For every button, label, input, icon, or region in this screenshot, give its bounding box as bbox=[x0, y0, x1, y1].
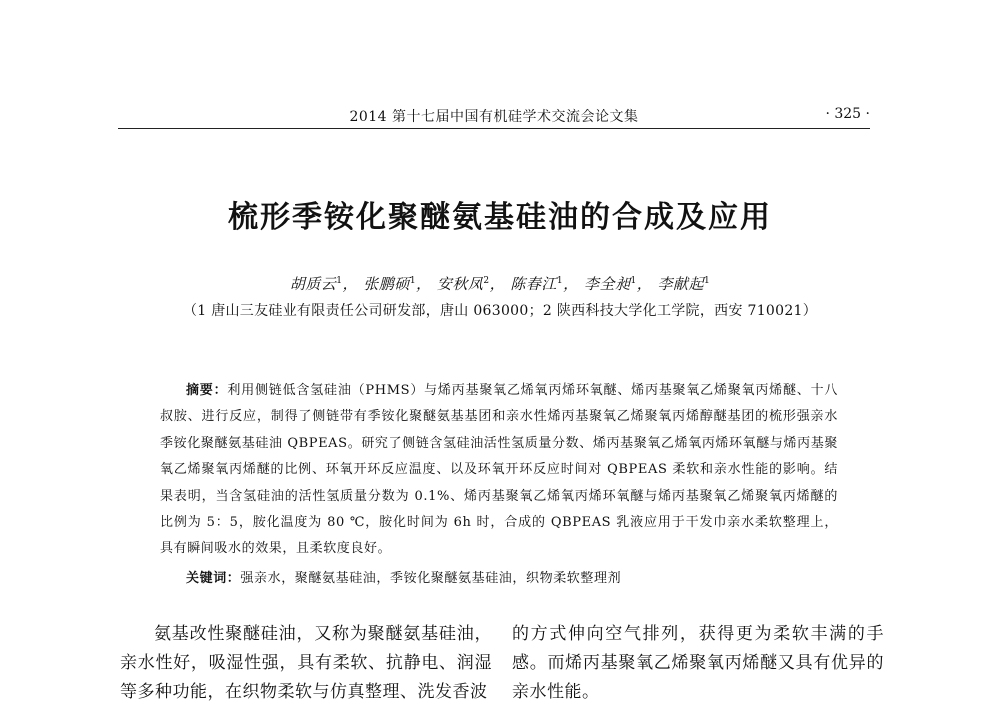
author-name: 李献起 bbox=[657, 275, 704, 293]
author-affil-mark: 1 bbox=[630, 276, 637, 286]
author-separator: ， bbox=[563, 275, 579, 293]
author-list bbox=[0, 273, 1000, 294]
keywords-text: 强亲水，聚醚氨基硅油，季铵化聚醚氨基硅油，织物柔软整理剂 bbox=[240, 571, 622, 586]
author-affil-mark: 1 bbox=[336, 276, 343, 286]
author-name: 张鹏硕 bbox=[363, 275, 410, 293]
author-affil-mark: 1 bbox=[409, 276, 417, 286]
journal-title: 2014 第十七届中国有机硅学术交流会论文集 bbox=[349, 109, 639, 125]
abstract-label: 摘要： bbox=[186, 383, 228, 398]
author-affil-mark: 1 bbox=[556, 276, 564, 286]
page-number: · 325 · bbox=[825, 106, 870, 122]
author-name: 安秋凤 bbox=[436, 275, 484, 293]
keywords bbox=[186, 567, 846, 586]
author-separator: ， bbox=[636, 275, 653, 293]
affiliations: （1 唐山三友硅业有限责任公司研发部，唐山 063000；2 陕西科技大学化工学院，西安 710021） bbox=[182, 303, 818, 319]
running-header bbox=[118, 106, 870, 129]
author-name: 胡质云 bbox=[289, 275, 337, 293]
body-column-left: 氨基改性聚醚硅油，又称为聚醚氨基硅油，亲水性好，吸湿性强，具有柔软、抗静电、润湿等多种功能，在织物柔软与仿真整理、洗发香波 bbox=[120, 624, 492, 702]
paper-title: 梳形季铵化聚醚氨基硅油的合成及应用 bbox=[228, 200, 772, 235]
author-affil-mark: 1 bbox=[704, 276, 711, 286]
author-separator: ， bbox=[416, 275, 432, 293]
body-column-right: 的方式伸向空气排列，获得更为柔软丰满的手感。而烯丙基聚氧乙烯聚氧丙烯醚又具有优异的亲水性能。 bbox=[512, 624, 884, 702]
abstract-text: 利用侧链低含氢硅油（PHMS）与烯丙基聚氧乙烯氧丙烯环氧醚、烯丙基聚氧乙烯聚氧丙烯醚、十八叔胺、进行反应，制得了侧链带有季铵化聚醚氨基基团和亲水性烯丙基聚氧乙烯聚氧丙烯醇醚基团的梳形强亲水季铵化聚醚氨基硅油 QBPEAS。研究了侧链含氢硅油活性氢质量分数、烯丙基聚氧乙烯氧丙烯环氧醚与烯丙基聚氧乙烯聚氧丙烯醚的比例、环氧开环反应温度、以及环氧开环反应时间对 QBPEAS 柔软和亲水性能的影响。结果表明，当含氢硅油的活性氢质量分数为 0.1%、烯丙基聚氧乙烯氧丙烯环氧醚与烯丙基聚氧乙烯聚氧丙烯醚的比例为 5：5，胺化温度为 80 ℃，胺化时间为 6h 时，合成的 QBPEAS 乳液应用于干发巾亲水柔软整理上，具有瞬间吸水的效果，且柔软度良好。 bbox=[160, 383, 838, 557]
author-affil-mark: 2 bbox=[483, 276, 490, 286]
author-separator: ， bbox=[489, 275, 506, 293]
keywords-label: 关键词： bbox=[186, 571, 241, 586]
author-name: 李全昶 bbox=[583, 275, 631, 293]
author-name: 陈春江 bbox=[510, 275, 557, 293]
abstract bbox=[160, 378, 838, 563]
author-separator: ， bbox=[342, 275, 359, 293]
